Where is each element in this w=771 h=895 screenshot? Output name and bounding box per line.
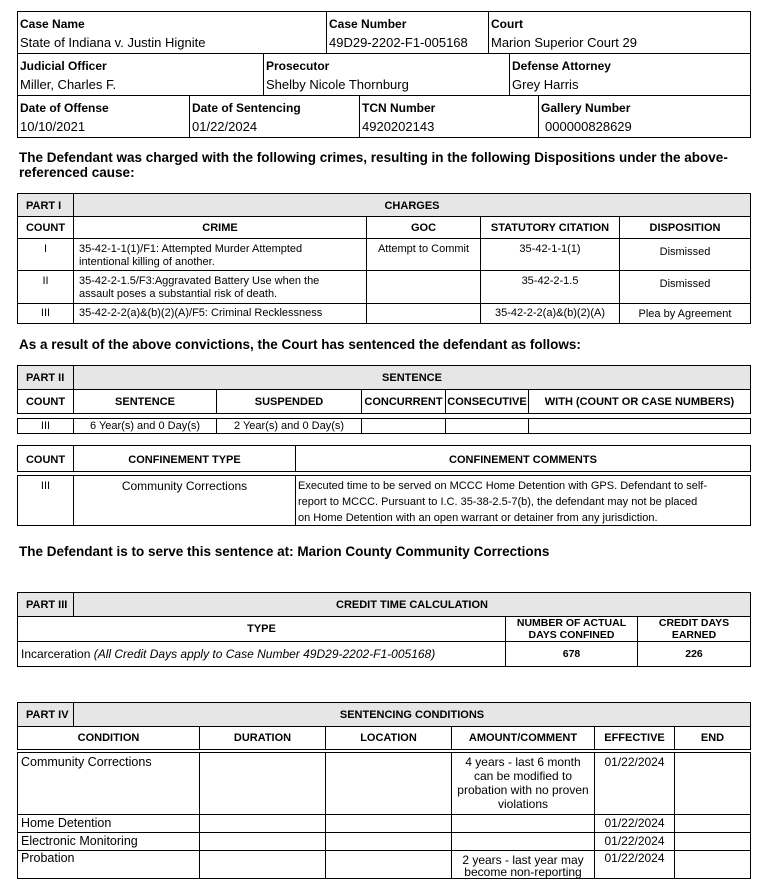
confinement-col-headers (17, 445, 751, 472)
part2-header (17, 365, 751, 390)
sentenced-statement: As a result of the above convictions, the Court has sentenced the defendant as follows: (19, 337, 581, 352)
col-crime: CRIME (202, 222, 238, 234)
col-sentence: SENTENCE (115, 396, 175, 408)
row-count: I (43, 243, 48, 255)
date-of-offense: 10/10/2021 (20, 119, 86, 134)
case-name-label: Case Name (20, 17, 85, 31)
row-citation: 35-42-1-1(1) (519, 243, 581, 255)
table-row (17, 239, 751, 271)
row-comment: can be modified to (473, 769, 573, 783)
court-label: Court (491, 17, 523, 31)
col-amount-comment: AMOUNT/COMMENT (468, 732, 578, 744)
part4-label: PART IV (26, 709, 69, 721)
row-confinement-type: Community Corrections (121, 479, 248, 493)
row-count: III (40, 480, 51, 492)
charged-statement: The Defendant was charged with the following crimes, resulting in the following Dispositions under the above-referenced cause: (19, 150, 728, 180)
table-row (18, 815, 750, 832)
col-type: TYPE (247, 623, 276, 635)
row-goc: Attempt to Commit (377, 243, 470, 255)
part2-label: PART II (26, 372, 65, 384)
defense-attorney: Grey Harris (512, 77, 579, 92)
col-statutory-citation: STATUTORY CITATION (490, 222, 610, 234)
case-name: State of Indiana v. Justin Hignite (20, 35, 206, 50)
row-credit-days: 226 (685, 648, 703, 660)
row-condition: Probation (21, 851, 75, 865)
row-effective: 01/22/2024 (604, 816, 665, 830)
row-count: II (42, 275, 49, 287)
row-count: III (40, 307, 51, 319)
col-count: COUNT (25, 396, 66, 408)
row-type-label: Incarceration (21, 647, 91, 661)
table-row (17, 304, 751, 324)
part3-label: PART III (26, 599, 68, 611)
judicial-officer: Miller, Charles F. (20, 77, 117, 92)
table-row (18, 851, 750, 878)
court: Marion Superior Court 29 (491, 35, 637, 50)
defense-attorney-label: Defense Attorney (512, 59, 611, 73)
row-comment: violations (497, 797, 549, 811)
row-actual-days: 678 (562, 648, 581, 660)
col-credit-days: CREDIT DAYS (658, 617, 730, 629)
col-credit-days-cont: EARNED (671, 629, 717, 641)
case-number: 49D29-2202-F1-005168 (329, 35, 468, 50)
part2-title: SENTENCE (382, 372, 442, 384)
row-condition: Community Corrections (21, 755, 152, 769)
row-confinement-comment: report to MCCC. Pursuant to I.C. 35-38-2.5-7(b), the defendant may not be placed (298, 496, 698, 508)
part3-col-headers (17, 617, 751, 642)
row-comment: 2 years - last year may (462, 853, 584, 867)
prosecutor-label: Prosecutor (266, 59, 330, 73)
row-crime: 35-42-2-1.5/F3:Aggravated Battery Use when the (79, 275, 320, 287)
row-disposition: Dismissed (659, 246, 711, 258)
row-crime-cont: intentional killing of another. (79, 256, 215, 268)
row-sentence: 6 Year(s) and 0 Day(s) (89, 420, 201, 432)
table-row (18, 833, 750, 850)
col-end: END (700, 732, 725, 744)
col-disposition: DISPOSITION (649, 222, 721, 234)
gallery-label: Gallery Number (541, 101, 631, 115)
tcn-label: TCN Number (362, 101, 436, 115)
case-info-block (17, 11, 751, 138)
row-effective: 01/22/2024 (604, 834, 665, 848)
col-concurrent: CONCURRENT (364, 396, 443, 408)
table-row (18, 753, 750, 814)
col-confinement-comments: CONFINEMENT COMMENTS (449, 454, 597, 466)
row-count: III (40, 420, 51, 432)
row-disposition: Dismissed (659, 278, 711, 290)
serve-statement: The Defendant is to serve this sentence at: Marion County Community Corrections (19, 544, 550, 559)
prosecutor: Shelby Nicole Thornburg (266, 77, 409, 92)
table-row (17, 418, 751, 434)
row-confinement-comment: on Home Detention with an open warrant or detainer from any jurisdiction. (298, 512, 658, 524)
date-of-sentencing-label: Date of Sentencing (192, 101, 301, 115)
part4-header (17, 702, 751, 727)
table-row (17, 271, 751, 304)
part1-label: PART I (26, 200, 62, 212)
col-confinement-type: CONFINEMENT TYPE (128, 454, 241, 466)
col-actual-days-cont: DAYS CONFINED (528, 629, 615, 641)
row-citation: 35-42-2-1.5 (521, 275, 579, 287)
row-type (21, 647, 435, 661)
part1-header (17, 193, 751, 217)
row-effective: 01/22/2024 (604, 851, 665, 865)
row-condition: Electronic Monitoring (21, 834, 138, 848)
row-citation: 35-42-2-2(a)&(b)(2)(A) (494, 307, 606, 319)
gallery: 000000828629 (545, 119, 632, 134)
tcn: 4920202143 (362, 119, 435, 134)
table-row (17, 475, 751, 526)
col-location: LOCATION (360, 732, 417, 744)
row-comment: become non-reporting (464, 865, 582, 879)
date-of-sentencing: 01/22/2024 (192, 119, 258, 134)
row-crime: 35-42-2-2(a)&(b)(2)(A)/F5: Criminal Recklessness (79, 307, 323, 319)
judicial-officer-label: Judicial Officer (20, 59, 107, 73)
col-count: COUNT (25, 222, 66, 234)
row-crime-cont: assault poses a substantial risk of death. (79, 288, 278, 300)
case-number-label: Case Number (329, 17, 407, 31)
col-consecutive: CONSECUTIVE (447, 396, 527, 408)
col-effective: EFFECTIVE (604, 732, 665, 744)
part1-col-headers (17, 217, 751, 239)
row-disposition: Plea by Agreement (638, 308, 732, 320)
table-row (17, 642, 751, 667)
col-condition: CONDITION (77, 732, 140, 744)
part4-title: SENTENCING CONDITIONS (339, 709, 485, 721)
part2-col-headers (17, 390, 751, 414)
row-crime: 35-42-1-1(1)/F1: Attempted Murder Attempted (79, 243, 303, 255)
row-comment: 4 years - last 6 month (465, 755, 581, 769)
row-type-note: (All Credit Days apply to Case Number 49D29-2202-F1-005168) (93, 647, 436, 661)
part3-header (17, 592, 751, 617)
row-effective: 01/22/2024 (604, 755, 665, 769)
col-goc: GOC (410, 222, 437, 234)
col-duration: DURATION (233, 732, 292, 744)
part4-col-headers (17, 727, 751, 750)
row-comment: probation with no proven (457, 783, 589, 797)
row-condition: Home Detention (21, 816, 112, 830)
row-suspended: 2 Year(s) and 0 Day(s) (233, 420, 345, 432)
row-confinement-comment: Executed time to be served on MCCC Home Detention with GPS. Defendant to self- (298, 480, 708, 492)
col-with: WITH (COUNT OR CASE NUMBERS) (544, 396, 735, 408)
col-actual-days: NUMBER OF ACTUAL (516, 617, 627, 629)
part1-title: CHARGES (384, 200, 440, 212)
date-of-offense-label: Date of Offense (20, 101, 109, 115)
col-suspended: SUSPENDED (254, 396, 324, 408)
col-count: COUNT (25, 454, 66, 466)
part4-body (17, 752, 751, 879)
part3-title: CREDIT TIME CALCULATION (336, 599, 488, 611)
